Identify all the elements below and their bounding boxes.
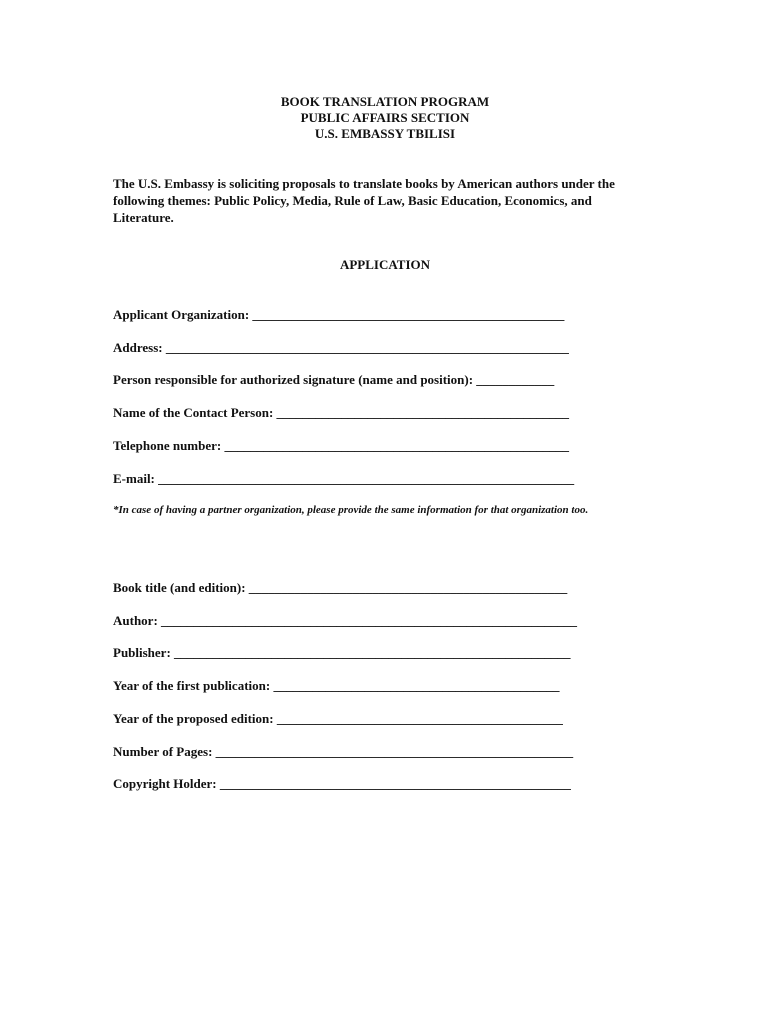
field-email: E-mail: ________________________________________________________________ bbox=[113, 471, 575, 486]
intro-paragraph: The U.S. Embassy is soliciting proposals to translate books by American authors under the following themes: Public Policy, Media, Rule of Law, Basic Education, Economics, and Literature. bbox=[113, 176, 615, 225]
field-book-title: Book title (and edition): _________________________________________________ bbox=[113, 580, 568, 595]
document-header bbox=[0, 94, 770, 142]
application-heading: APPLICATION bbox=[339, 257, 431, 272]
field-publisher: Publisher: _____________________________________________________________ bbox=[113, 645, 571, 660]
field-authorized-signature: Person responsible for authorized signature (name and position): ____________ bbox=[113, 372, 555, 387]
field-first-publication-year: Year of the first publication: ____________________________________________ bbox=[113, 678, 560, 693]
field-telephone: Telephone number: _____________________________________________________ bbox=[113, 438, 569, 453]
partner-organization-note: *In case of having a partner organization, please provide the same information for that organization too. bbox=[113, 504, 589, 516]
field-address: Address: ______________________________________________________________ bbox=[113, 340, 569, 355]
header-section-name: PUBLIC AFFAIRS SECTION bbox=[300, 110, 470, 125]
field-proposed-edition-year: Year of the proposed edition: ____________________________________________ bbox=[113, 711, 563, 726]
header-program-title: BOOK TRANSLATION PROGRAM bbox=[280, 94, 490, 109]
field-number-of-pages: Number of Pages: _______________________________________________________ bbox=[113, 744, 574, 759]
header-embassy-name: U.S. EMBASSY TBILISI bbox=[314, 126, 456, 141]
field-copyright-holder: Copyright Holder: ______________________________________________________ bbox=[113, 776, 571, 791]
field-applicant-organization: Applicant Organization: ________________________________________________ bbox=[113, 307, 565, 322]
field-contact-person: Name of the Contact Person: _____________________________________________ bbox=[113, 405, 570, 420]
field-author: Author: ________________________________________________________________ bbox=[113, 613, 578, 628]
